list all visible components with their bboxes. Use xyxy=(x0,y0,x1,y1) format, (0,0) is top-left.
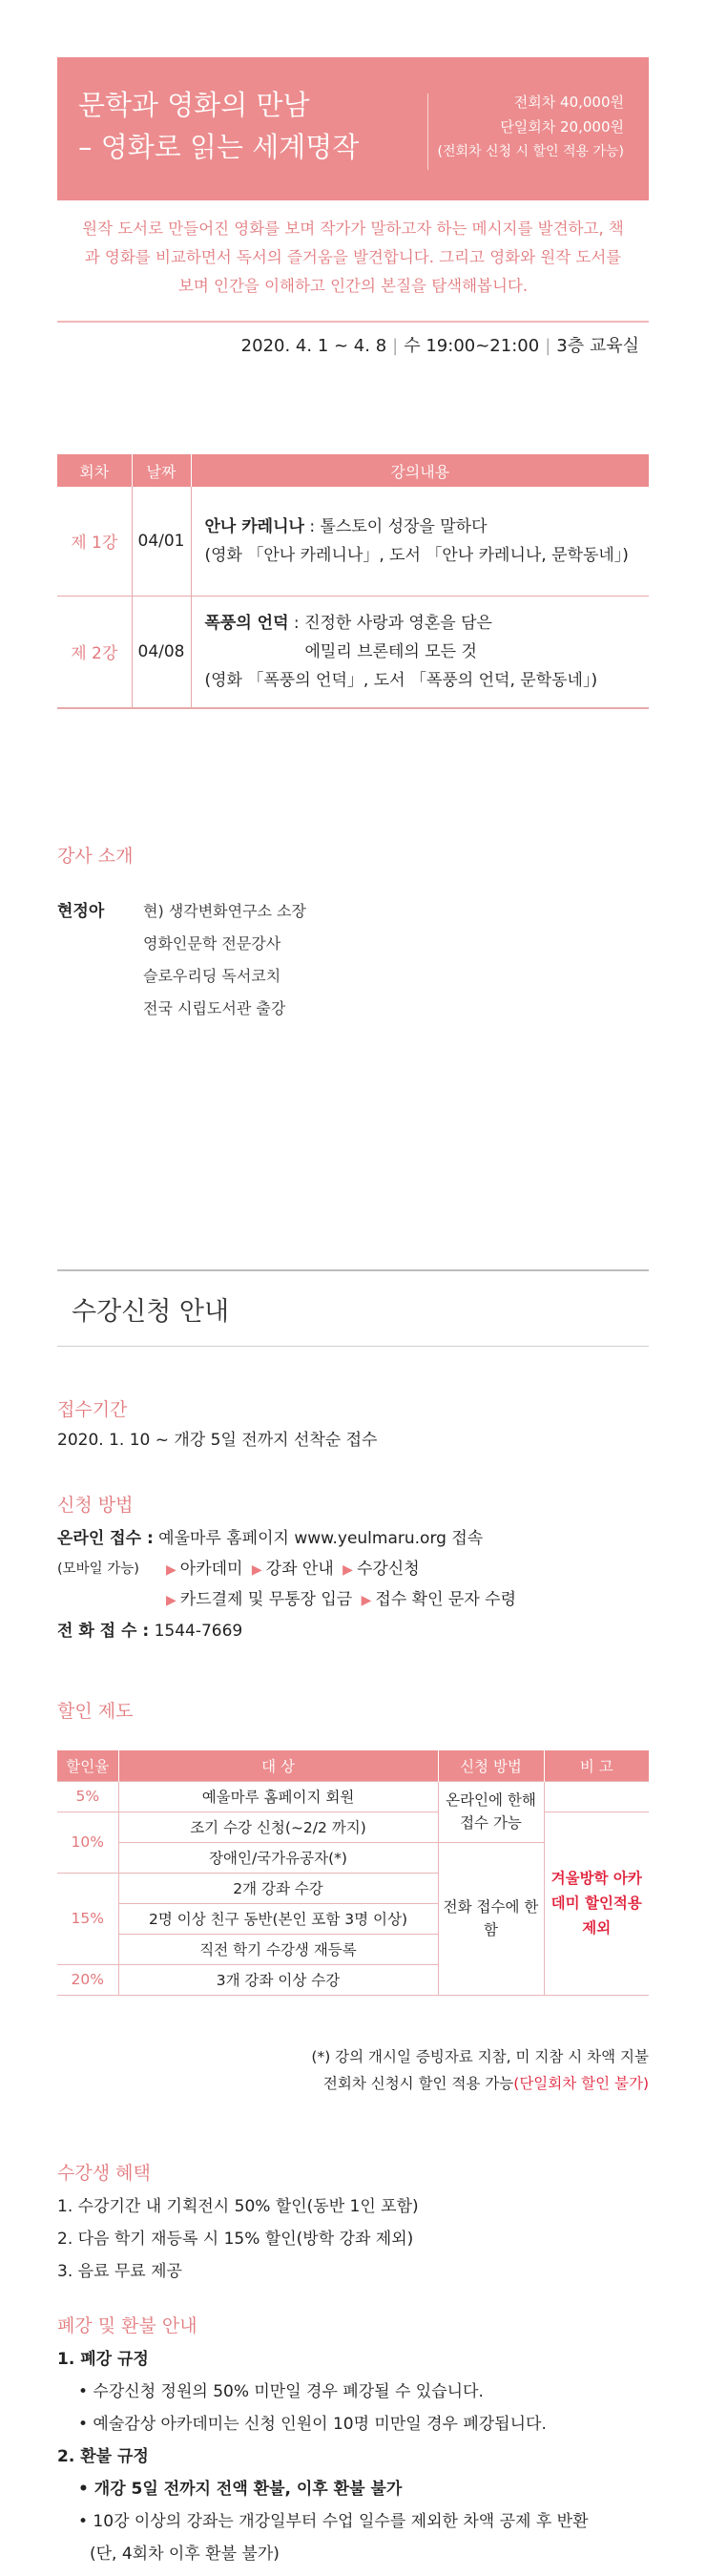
steps-line2 xyxy=(162,1584,516,1616)
refund-heading: 2. 환불 규정 xyxy=(57,2447,149,2466)
mobile-label: (모바일 가능) xyxy=(57,1561,139,1577)
target-cell: 직전 학기 수강생 재등록 xyxy=(118,1934,438,1964)
list-item: 3. 음료 무료 제공 xyxy=(57,2262,182,2281)
method-phone xyxy=(57,1616,242,1646)
note-cell: 겨울방학 아카데미 할인적용 제외 xyxy=(544,1812,649,1995)
footnote-2-warning: (단일회차 할인 불가) xyxy=(513,2075,649,2092)
list-item: • 개강 5일 전까지 전액 환불, 이후 환불 불가 xyxy=(78,2480,403,2499)
rate-cell: 5% xyxy=(57,1781,118,1812)
table-row xyxy=(57,596,649,708)
course-schedule: 2020. 4. 1 ~ 4. 8 | 수 19:00~21:00 | 3층 교육실 xyxy=(240,336,639,356)
table-header xyxy=(57,1750,649,1781)
title-underline xyxy=(57,1346,649,1347)
arrow-icon: ▶ xyxy=(251,1562,262,1578)
header-note: 비 고 xyxy=(544,1750,649,1781)
header-date: 날짜 xyxy=(132,454,191,487)
period-title: 접수기간 xyxy=(57,1399,128,1420)
session-source: (영화 「안나 카레니나」, 도서 「안나 카레니나, 문학동네」) xyxy=(204,545,629,565)
session-source: (영화 「폭풍의 언덕」, 도서 「폭풍의 언덕, 문학동네」) xyxy=(204,670,598,690)
step: 강좌 안내 xyxy=(265,1560,334,1579)
lecturer-section-title: 강사 소개 xyxy=(57,846,134,867)
arrow-icon: ▶ xyxy=(166,1562,176,1578)
course-intro: 원작 도서로 만들어진 영화를 보며 작가가 말하고자 하는 메시지를 발견하고, 책과 영화를 비교하면서 독서의 즐거움을 발견합니다. 그리고 영화와 원작 도서를 보며 인간을 이해하고 인간의 본질을 탐색해봅니다. xyxy=(82,220,624,295)
schedule-time: 수 19:00~21:00 xyxy=(404,336,540,356)
list-item: 1. 수강기간 내 기획전시 50% 할인(동반 1인 포함) xyxy=(57,2197,419,2216)
table-row xyxy=(57,487,649,596)
divider xyxy=(57,321,649,323)
footnote-1: (*) 강의 개시일 증빙자료 지참, 미 지참 시 차액 지불 xyxy=(311,2048,649,2065)
session-date: 04/01 xyxy=(132,487,191,596)
header-rate: 할인율 xyxy=(57,1750,118,1781)
method-cell: 온라인에 한해 접수 가능 xyxy=(438,1781,544,1842)
refund-list xyxy=(57,2343,589,2570)
phone-label: 전 화 접 수 : xyxy=(57,1622,150,1641)
price-note: (전회차 신청 시 할인 적용 가능) xyxy=(437,144,624,159)
method-online xyxy=(57,1523,483,1554)
benefits-list xyxy=(57,2190,419,2288)
session-date: 04/08 xyxy=(132,596,191,708)
step: 카드결제 및 무통장 입금 xyxy=(179,1590,353,1609)
rate-cell: 20% xyxy=(57,1964,118,1995)
curriculum-table xyxy=(57,454,649,709)
list-item: • 예술감상 아카데미는 신청 인원이 10명 미만일 경우 폐강됩니다. xyxy=(78,2415,547,2434)
session-title: 폭풍의 언덕 xyxy=(204,613,289,633)
step: 아카데미 xyxy=(179,1560,243,1579)
career-item: 전국 시립도서관 출강 xyxy=(143,999,286,1017)
course-title-line2: – 영화로 읽는 세계명작 xyxy=(78,131,360,163)
price-single: 단일회차 20,000원 xyxy=(500,118,624,136)
schedule-place: 3층 교육실 xyxy=(556,336,639,356)
benefits-title: 수강생 혜택 xyxy=(57,2163,151,2184)
method-title: 신청 방법 xyxy=(57,1495,134,1516)
session-title: 안나 카레니나 xyxy=(204,516,304,536)
target-cell: 예울마루 홈페이지 회원 xyxy=(118,1781,438,1812)
step: 접수 확인 문자 수령 xyxy=(375,1590,516,1609)
list-item: • 수강신청 정원의 50% 미만일 경우 폐강될 수 있습니다. xyxy=(78,2382,484,2401)
banner-divider xyxy=(427,94,428,170)
online-label: 온라인 접수 : xyxy=(57,1529,154,1548)
schedule-date: 2020. 4. 1 ~ 4. 8 xyxy=(240,336,387,356)
header-target: 대 상 xyxy=(118,1750,438,1781)
list-item: • 10강 이상의 강좌는 개강일부터 수업 일수를 제외한 차액 공제 후 반환 xyxy=(78,2512,589,2531)
lecturer-name: 현정아 xyxy=(57,902,105,921)
arrow-icon: ▶ xyxy=(166,1593,176,1608)
step: 수강신청 xyxy=(356,1560,420,1579)
session-no: 제 2강 xyxy=(57,596,132,708)
steps-line1 xyxy=(162,1554,420,1585)
period-text: 2020. 1. 10 ~ 개강 5일 전까지 선착순 접수 xyxy=(57,1431,378,1450)
discount-footnote xyxy=(311,2043,649,2097)
list-item: 2. 다음 학기 재등록 시 15% 할인(방학 강좌 제외) xyxy=(57,2230,414,2249)
list-item-cont: (단, 4회차 이후 환불 불가) xyxy=(90,2545,280,2564)
rate-cell: 15% xyxy=(57,1873,118,1964)
career-item: 영화인문학 전문강사 xyxy=(143,934,281,953)
course-banner xyxy=(57,57,649,200)
session-content xyxy=(191,487,649,596)
table-header xyxy=(57,454,649,487)
note-cell-empty xyxy=(544,1781,649,1812)
arrow-icon: ▶ xyxy=(343,1562,353,1578)
footnote-2: 전회차 신청시 할인 적용 가능 xyxy=(322,2075,514,2092)
course-title xyxy=(78,84,359,168)
price-info xyxy=(438,90,624,164)
career-item: 현) 생각변화연구소 소장 xyxy=(143,902,306,920)
online-text: 예울마루 홈페이지 www.yeulmaru.org 접속 xyxy=(153,1529,484,1548)
apply-title: 수강신청 안내 xyxy=(72,1297,230,1327)
career-item: 슬로우리딩 독서코치 xyxy=(143,967,281,985)
discount-title: 할인 제도 xyxy=(57,1701,134,1722)
course-title-line1: 문학과 영화의 만남 xyxy=(78,89,310,121)
discount-table xyxy=(57,1750,649,1996)
target-cell: 2개 강좌 수강 xyxy=(118,1873,438,1903)
arrow-icon: ▶ xyxy=(361,1593,372,1608)
target-cell: 장애인/국가유공자(*) xyxy=(118,1842,438,1873)
table-row xyxy=(57,1781,649,1812)
target-cell: 3개 강좌 이상 수강 xyxy=(118,1964,438,1995)
target-cell: 조기 수강 신청(~2/2 까지) xyxy=(118,1812,438,1842)
refund-title: 폐강 및 환불 안내 xyxy=(57,2315,197,2336)
price-all: 전회차 40,000원 xyxy=(513,94,624,111)
header-content: 강의내용 xyxy=(191,454,649,487)
header-method: 신청 방법 xyxy=(438,1750,544,1781)
refund-heading: 1. 폐강 규정 xyxy=(57,2350,149,2369)
session-no: 제 1강 xyxy=(57,487,132,596)
session-desc: : 톨스토이 성장을 말하다 xyxy=(303,516,488,536)
phone-number: 1544-7669 xyxy=(149,1622,243,1641)
rate-cell: 10% xyxy=(57,1812,118,1873)
table-row xyxy=(57,1812,649,1842)
target-cell: 2명 이상 친구 동반(본인 포함 3명 이상) xyxy=(118,1903,438,1934)
session-desc-cont: 에밀리 브론테의 모든 것 xyxy=(304,641,477,661)
session-desc: : 진정한 사랑과 영혼을 담은 xyxy=(288,613,492,633)
header-no: 회차 xyxy=(57,454,132,487)
session-content xyxy=(191,596,649,708)
section-divider xyxy=(57,1269,649,1271)
lecturer-career xyxy=(143,895,306,1025)
method-cell: 전화 접수에 한함 xyxy=(438,1842,544,1995)
